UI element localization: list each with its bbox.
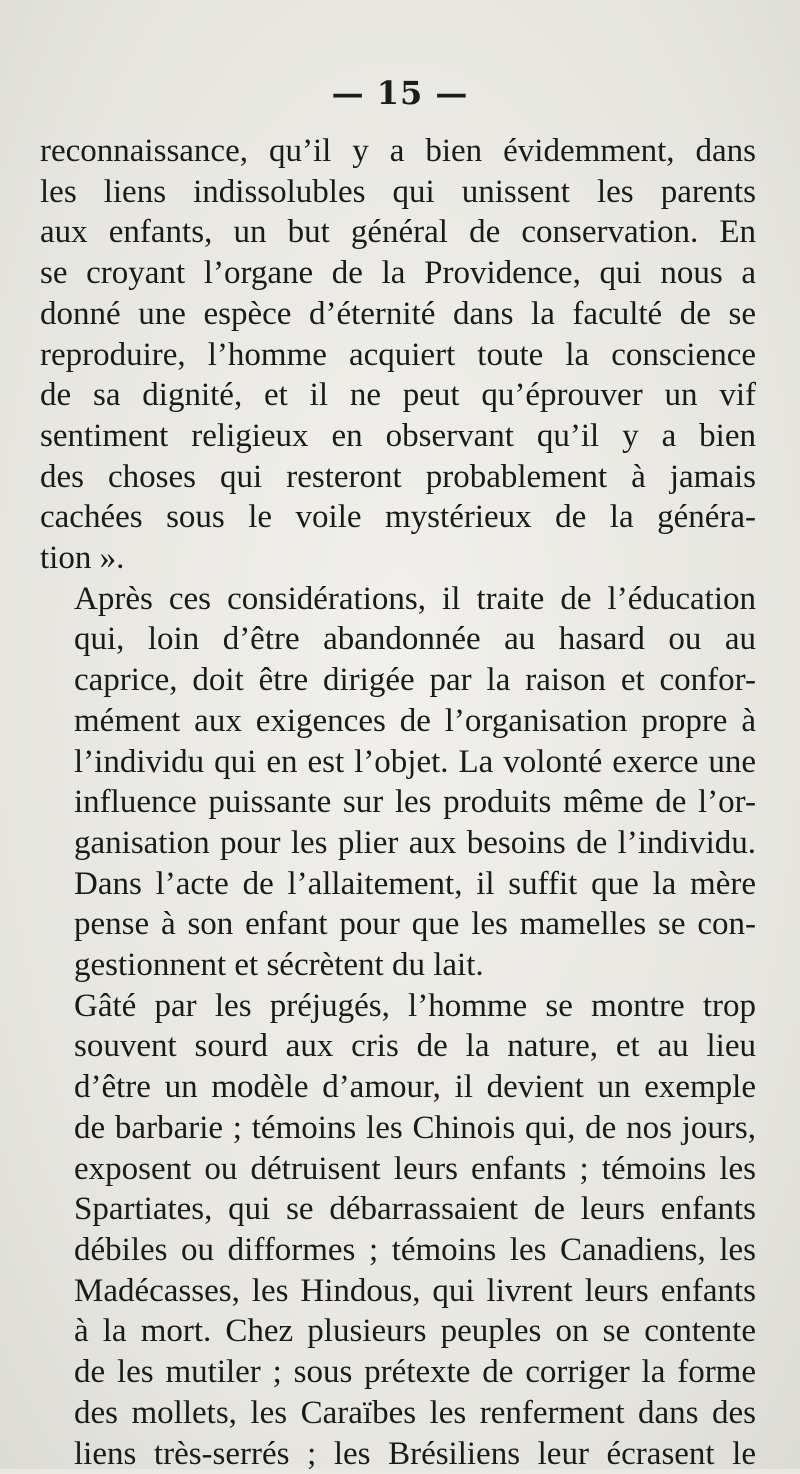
paragraph (40, 986, 756, 1474)
text-line: influence puissante sur les produits même de l’or- (40, 782, 756, 823)
text-line: débiles ou difformes ; témoins les Canadiens, les (40, 1230, 756, 1271)
text-line: liens très-serrés ; les Brésiliens leur écrasent le (40, 1434, 756, 1474)
text-line: Spartiates, qui se débarrassaient de leurs enfants (40, 1189, 756, 1230)
text-line: donné une espèce d’éternité dans la faculté de se (40, 294, 756, 335)
text-line: des choses qui resteront probablement à jamais (40, 457, 756, 498)
text-line: se croyant l’organe de la Providence, qui nous a (40, 253, 756, 294)
text-line: Gâté par les préjugés, l’homme se montre trop (40, 986, 756, 1027)
text-line: reproduire, l’homme acquiert toute la conscience (40, 335, 756, 376)
text-line: Après ces considérations, il traite de l’éducation (40, 579, 756, 620)
text-line: Dans l’acte de l’allaitement, il suffit que la mère (40, 864, 756, 905)
text-line: sentiment religieux en observant qu’il y a bien (40, 416, 756, 457)
text-line: de barbarie ; témoins les Chinois qui, de nos jours, (40, 1108, 756, 1149)
paragraph (40, 131, 756, 579)
text-line: tion ». (40, 538, 756, 579)
text-line: reconnaissance, qu’il y a bien évidemment, dans (40, 131, 756, 172)
text-line: aux enfants, un but général de conservation. En (40, 212, 756, 253)
text-line: souvent sourd aux cris de la nature, et au lieu (40, 1026, 756, 1067)
text-line: mément aux exigences de l’organisation propre à (40, 701, 756, 742)
paragraph (40, 579, 756, 986)
text-line: les liens indissolubles qui unissent les parents (40, 172, 756, 213)
text-line: gestionnent et sécrètent du lait. (40, 945, 756, 986)
text-line: de sa dignité, et il ne peut qu’éprouver un vif (40, 375, 756, 416)
text-line: Madécasses, les Hindous, qui livrent leurs enfants (40, 1271, 756, 1312)
page-number: — 15 — (0, 74, 800, 112)
text-line: ganisation pour les plier aux besoins de l’individu. (40, 823, 756, 864)
text-line: d’être un modèle d’amour, il devient un exemple (40, 1067, 756, 1108)
text-line: cachées sous le voile mystérieux de la généra- (40, 497, 756, 538)
text-line: exposent ou détruisent leurs enfants ; témoins les (40, 1149, 756, 1190)
text-line: qui, loin d’être abandonnée au hasard ou au (40, 619, 756, 660)
text-line: caprice, doit être dirigée par la raison et confor- (40, 660, 756, 701)
text-line: de les mutiler ; sous prétexte de corriger la forme (40, 1352, 756, 1393)
text-line: à la mort. Chez plusieurs peuples on se contente (40, 1311, 756, 1352)
text-line: des mollets, les Caraïbes les renferment dans des (40, 1393, 756, 1434)
text-line: l’individu qui en est l’objet. La volonté exerce une (40, 742, 756, 783)
body-text (40, 131, 756, 1474)
text-line: pense à son enfant pour que les mamelles se con- (40, 904, 756, 945)
